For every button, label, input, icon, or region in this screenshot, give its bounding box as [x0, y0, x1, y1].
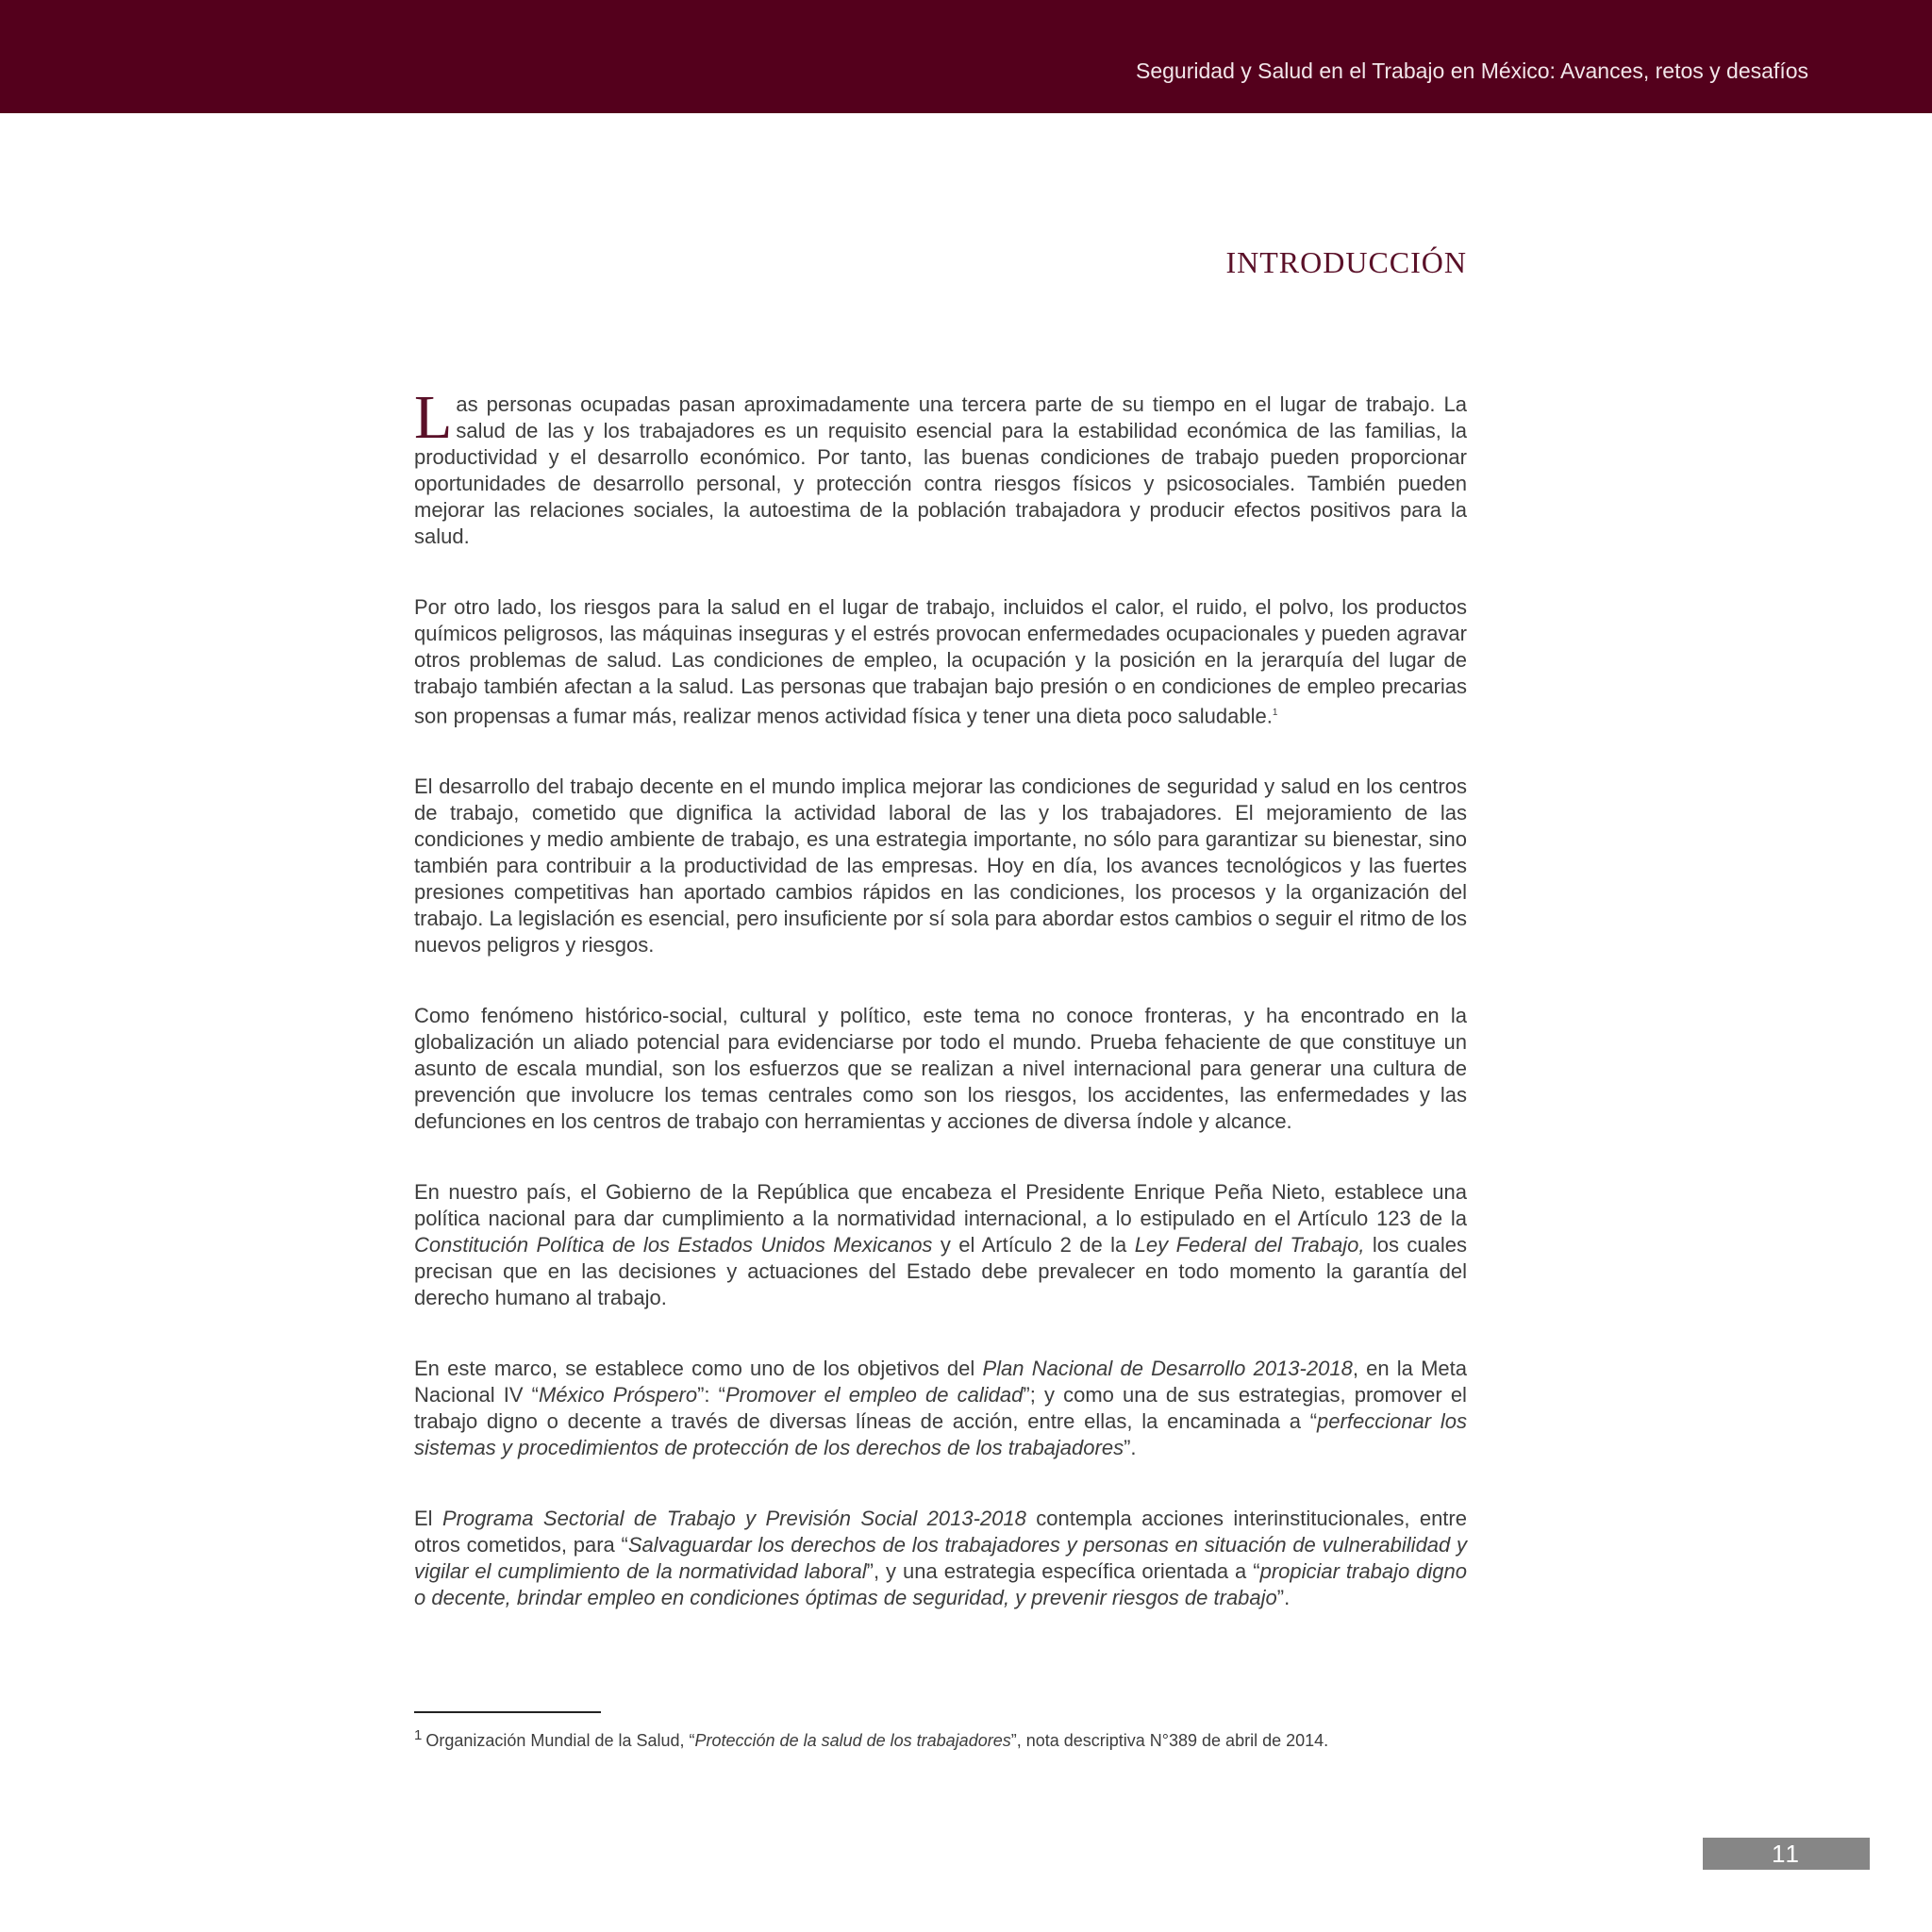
footnote-source-title: Protección de la salud de los trabajadores	[694, 1731, 1011, 1750]
footnote-number: 1	[414, 1727, 423, 1743]
footnote-text: Organización Mundial de la Salud, “	[425, 1731, 695, 1750]
paragraph-6-text: ”: “	[697, 1383, 725, 1407]
paragraph-5-text: En nuestro país, el Gobierno de la República que encabeza el Presidente Enrique Peña Nieto, establece una política nacional para dar cumplimiento a la normatividad internacional, a lo estipulado en el Artículo 123 de la	[414, 1180, 1467, 1231]
paragraph-6	[414, 1356, 1467, 1461]
section-title: INTRODUCCIÓN	[1225, 245, 1467, 279]
program-title: Programa Sectorial de Trabajo y Previsión Social 2013-2018	[441, 1507, 1026, 1531]
constitution-title: Constitución Política de los Estados Unidos Mexicanos	[414, 1233, 933, 1257]
quote-text: perfeccionar los sistemas y procedimientos de protección de los derechos de los trabajadores	[414, 1409, 1467, 1460]
quote-text: Salvaguardar los derechos de los trabajadores y personas en situación de vulnerabilidad y vigilar el cumplimiento de la normatividad laboral	[414, 1533, 1468, 1584]
goal-title: México Próspero	[539, 1383, 698, 1407]
paragraph-6-text: ”; y como una de sus estrategias, promover el trabajo digno o decente a través de diversas líneas de acción, entre ellas, la encaminada a “	[414, 1383, 1467, 1434]
paragraph-1-text: as personas ocupadas pasan aproximadamente una tercera parte de su tiempo en el lugar de trabajo. La salud de las y los trabajadores es un requisito esencial para la estabilidad económica de las familias, la productividad y el desarrollo económico. Por tanto, las buenas condiciones de trabajo pueden proporcionar oportunidades de desarrollo personal, y protección contra riesgos físicos y psicosociales. También pueden mejorar las relaciones sociales, la autoestima de la población trabajadora y producir efectos positivos para la salud.	[414, 392, 1467, 548]
footnote-divider	[414, 1711, 601, 1713]
paragraph-3	[414, 774, 1467, 958]
paragraph-6-text: , en la Meta Nacional IV “	[414, 1357, 1467, 1407]
quote-text: Promover el empleo de calidad	[725, 1383, 1024, 1407]
paragraph-6-text: En este marco, se establece como uno de los objetivos del	[414, 1357, 983, 1381]
drop-cap: L	[414, 383, 453, 452]
paragraph-7	[414, 1506, 1467, 1611]
document-title: Seguridad y Salud en el Trabajo en México: Avances, retos y desafíos	[1136, 58, 1808, 83]
paragraph-5-text: y el Artículo 2 de la	[932, 1233, 1135, 1257]
paragraph-5	[414, 1179, 1467, 1311]
paragraph-5-text: los cuales precisan que en las decisiones y actuaciones del Estado debe prevalecer en todo momento la garantía del derecho humano al trabajo.	[414, 1233, 1467, 1310]
paragraph-2-text: Por otro lado, los riesgos para la salud en el lugar de trabajo, incluidos el calor, el ruido, el polvo, los productos químicos peligrosos, las máquinas inseguras y el estrés provocan enfermedades ocupacionales y pueden agravar otros problemas de salud. Las condiciones de empleo, la ocupación y la posición en la jerarquía del lugar de trabajo también afectan a la salud. Las personas que trabajan bajo presión o en condiciones de empleo precarias son propensas a fumar más, realizar menos actividad física y tener una dieta poco saludable.	[414, 595, 1467, 728]
labor-law-title: Ley Federal del Trabajo,	[1134, 1233, 1365, 1257]
paragraph-4-text: Como fenómeno histórico-social, cultural y político, este tema no conoce fronteras, y ha encontrado en la globalización un aliado potencial para evidenciarse por todo el mundo. Prueba fehaciente de que constituye un asunto de escala mundial, son los esfuerzos que se realizan a nivel internacional para generar una cultura de prevención que involucre los temas centrales como son los riesgos, los accidentes, las enfermedades y las defunciones en los centros de trabajo con herramientas y acciones de diversa índole y alcance.	[414, 1004, 1467, 1134]
page-number: 11	[1703, 1838, 1870, 1870]
paragraph-1	[414, 383, 1467, 550]
page-header	[0, 0, 1932, 113]
plan-title: Plan Nacional de Desarrollo 2013-2018	[982, 1357, 1353, 1381]
footnote-ref[interactable]: 1	[1272, 708, 1278, 718]
paragraph-7-text: ”.	[1276, 1586, 1291, 1610]
paragraph-2	[414, 594, 1467, 729]
footnote-text: ”, nota descriptiva N°389 de abril de 2014.	[1010, 1731, 1329, 1750]
paragraph-7-text: El	[414, 1507, 442, 1531]
paragraph-7-text: ”, y una estrategia específica orientada a “	[866, 1559, 1260, 1584]
quote-text: propiciar trabajo digno o decente, brindar empleo en condiciones óptimas de seguridad, y prevenir riesgos de trabajo	[414, 1559, 1467, 1610]
footnote	[414, 1724, 1467, 1752]
paragraph-3-text: El desarrollo del trabajo decente en el mundo implica mejorar las condiciones de seguridad y salud en los centros de trabajo, cometido que dignifica la actividad laboral de las y los trabajadores. El mejoramiento de las condiciones y medio ambiente de trabajo, es una estrategia importante, no sólo para garantizar su bienestar, sino también para contribuir a la productividad de las empresas. Hoy en día, los avances tecnológicos y las fuertes presiones competitivas han aportado cambios rápidos en las condiciones, los procesos y la organización del trabajo. La legislación es esencial, pero insuficiente por sí sola para abordar estos cambios o seguir el ritmo de los nuevos peligros y riesgos.	[414, 774, 1467, 958]
body-text	[414, 383, 1468, 1656]
paragraph-6-text: ”.	[1124, 1436, 1137, 1460]
paragraph-4	[414, 1003, 1467, 1135]
paragraph-7-text: contempla acciones interinstitucionales, entre otros cometidos, para “	[414, 1507, 1467, 1557]
